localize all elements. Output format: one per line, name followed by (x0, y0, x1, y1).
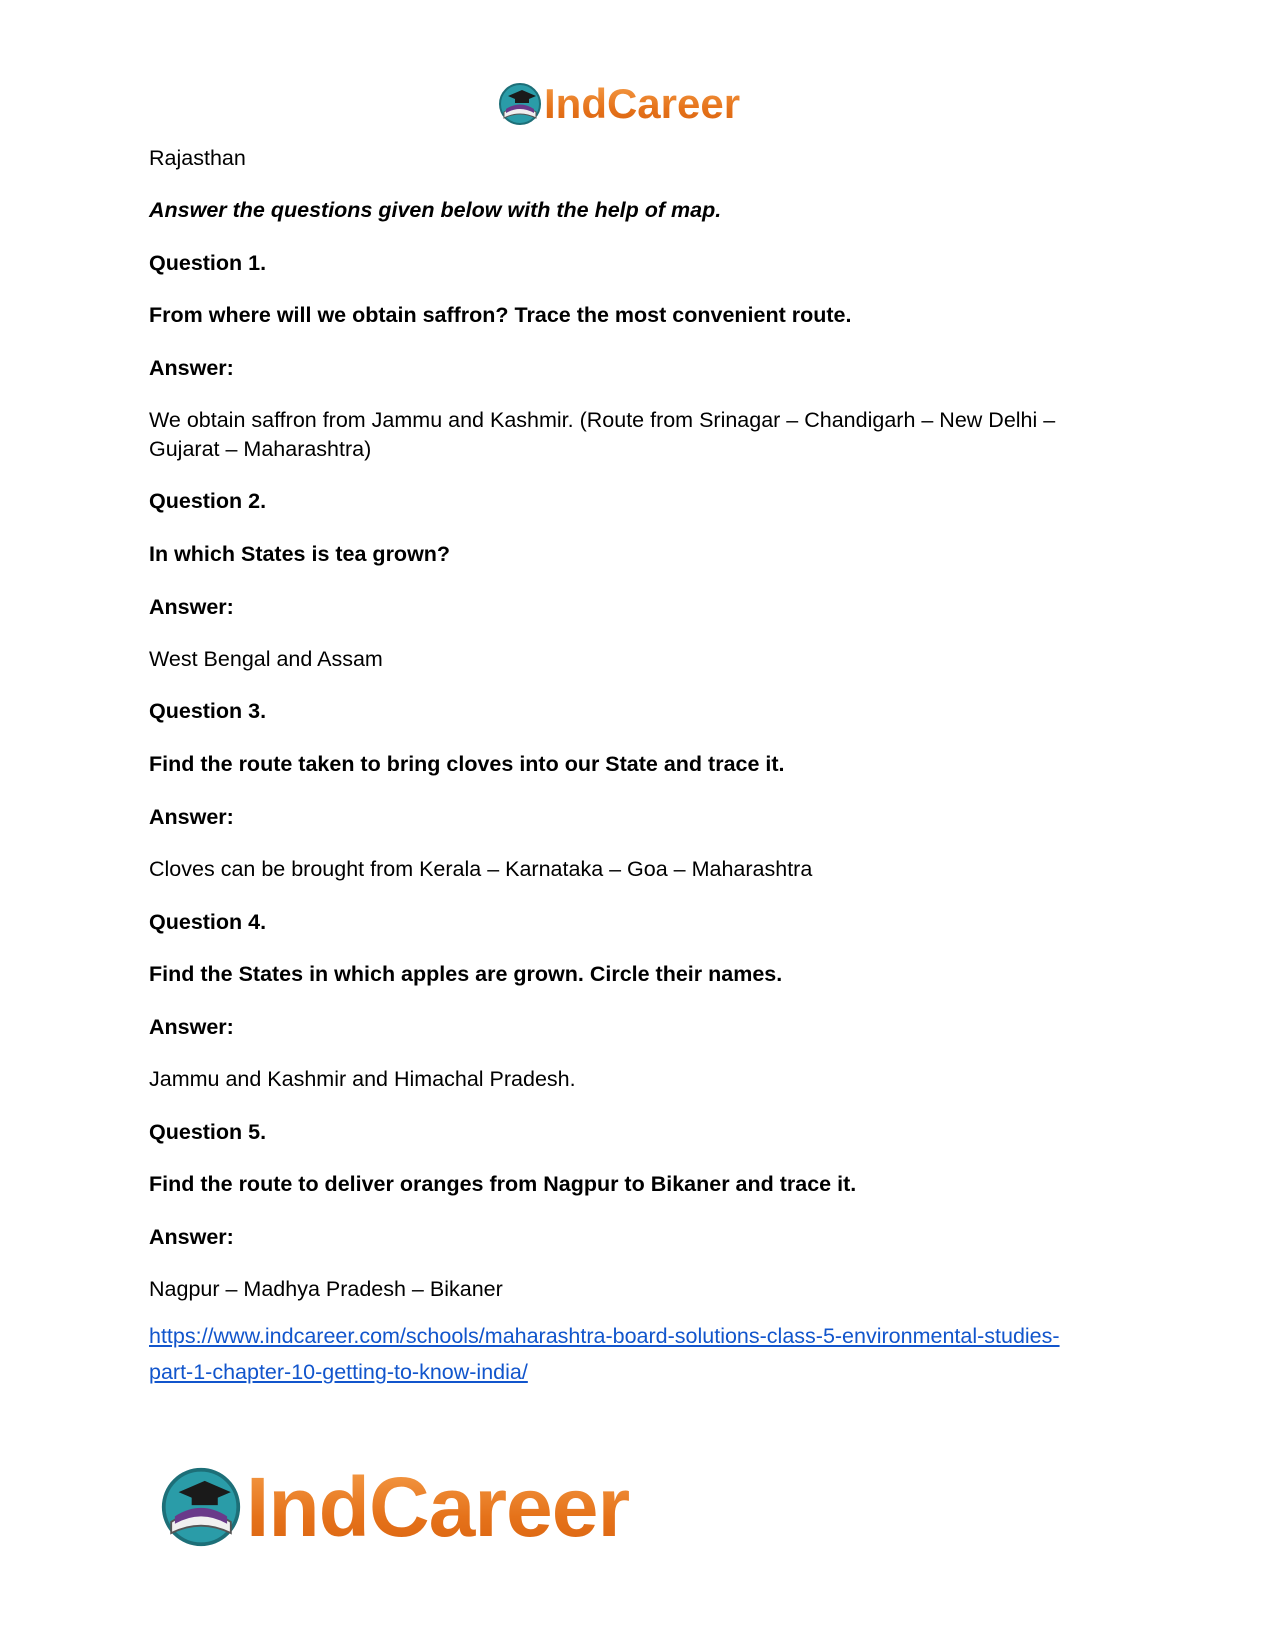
source-link[interactable] (149, 1318, 1129, 1390)
question-1-text: From where will we obtain saffron? Trace the most convenient route. (149, 303, 852, 327)
answer-4-text: Jammu and Kashmir and Himachal Pradesh. (149, 1067, 576, 1091)
source-link-line-2[interactable]: part-1-chapter-10-getting-to-know-india/ (149, 1360, 528, 1384)
intro-text: Rajasthan (149, 146, 246, 170)
question-5-text: Find the route to deliver oranges from Nagpur to Bikaner and trace it. (149, 1172, 857, 1196)
question-2-label: Question 2. (149, 489, 267, 513)
answer-4-label: Answer: (149, 1015, 234, 1039)
answer-3-text: Cloves can be brought from Kerala – Karnataka – Goa – Maharashtra (149, 857, 813, 881)
question-4-label: Question 4. (149, 910, 267, 934)
answer-2-text: West Bengal and Assam (149, 647, 383, 671)
source-link-line-1[interactable]: https://www.indcareer.com/schools/maharashtra-board-solutions-class-5-environmental-studies- (149, 1324, 1060, 1348)
instruction-text: Answer the questions given below with the help of map. (149, 198, 722, 222)
question-3-label: Question 3. (149, 699, 267, 723)
question-1-label: Question 1. (149, 251, 267, 275)
answer-1-line-2: Gujarat – Maharashtra) (149, 437, 372, 461)
question-2-text: In which States is tea grown? (149, 542, 451, 566)
logo-wordmark: IndCareer (544, 80, 741, 127)
answer-1-label: Answer: (149, 356, 234, 380)
answer-2-label: Answer: (149, 595, 234, 619)
question-3-text: Find the route taken to bring cloves into our State and trace it. (149, 752, 785, 776)
graduation-book-icon (160, 1466, 242, 1548)
footer-logo (160, 1459, 630, 1554)
answer-5-text: Nagpur – Madhya Pradesh – Bikaner (149, 1277, 503, 1301)
answer-1-line-1: We obtain saffron from Jammu and Kashmir. (Route from Srinagar – Chandigarh – New Delhi – (149, 408, 1056, 432)
question-4-text: Find the States in which apples are grown. Circle their names. (149, 962, 783, 986)
logo-wordmark: IndCareer (246, 1459, 630, 1554)
graduation-book-icon (498, 82, 542, 126)
header-logo (498, 78, 740, 130)
question-5-label: Question 5. (149, 1120, 267, 1144)
answer-3-label: Answer: (149, 805, 234, 829)
answer-5-label: Answer: (149, 1225, 234, 1249)
